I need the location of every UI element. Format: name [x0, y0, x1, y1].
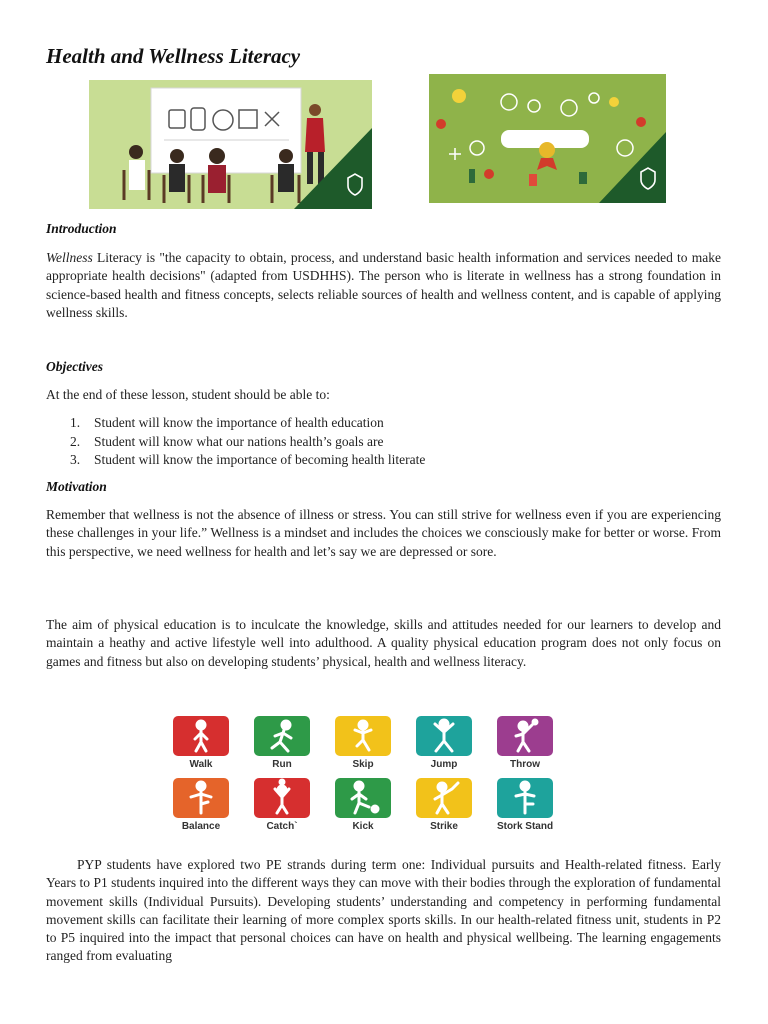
skill-catch: Catch`	[253, 778, 311, 832]
skill-tile	[497, 778, 553, 818]
introduction-body: Literacy is "the capacity to obtain, process, and understand basic health information and services needed to make appropriate health decisions" (adapted from USDHHS). The person who is literate in wellness has a strong foundation in science-based health and fitness concepts, selects reliable sources of health and wellness content, and is capable of applying wellness skills.	[46, 250, 721, 320]
skill-tile	[416, 778, 472, 818]
skill-tile	[497, 716, 553, 756]
objectives-heading: Objectives	[46, 359, 103, 374]
skill-tile	[335, 716, 391, 756]
skill-tile	[254, 716, 310, 756]
skill-tile	[335, 778, 391, 818]
skill-balance: Balance	[172, 778, 230, 832]
classroom-banner-image	[89, 80, 372, 209]
objectives-intro: At the end of these lesson, student should be able to:	[46, 387, 330, 402]
skill-stork-stand: Stork Stand	[496, 778, 554, 832]
objective-item: 1. Student will know the importance of health education	[70, 415, 384, 430]
movement-skills-figure	[160, 706, 560, 842]
objective-item: 3. Student will know the importance of becoming health literate	[70, 452, 426, 467]
introduction-lead-word: Wellness	[46, 250, 93, 265]
skill-walk: Walk	[172, 716, 230, 770]
skill-skip: Skip	[334, 716, 392, 770]
skill-tile	[173, 778, 229, 818]
health-icons-banner-image	[429, 74, 666, 203]
introduction-heading: Introduction	[46, 221, 117, 236]
skill-kick: Kick	[334, 778, 392, 832]
skill-jump: Jump	[415, 716, 473, 770]
skill-throw: Throw	[496, 716, 554, 770]
skill-strike: Strike	[415, 778, 473, 832]
motivation-paragraph-2: The aim of physical education is to inculcate the knowledge, skills and attitudes needed for our learners to develop and maintain a heathy and active lifestyle well into adulthood. A quality physical education program does not only focus on games and fitness but also on developing students’ physical, health and wellness literacy.	[46, 617, 721, 669]
skill-run: Run	[253, 716, 311, 770]
skill-tile	[254, 778, 310, 818]
objective-item: 2. Student will know what our nations health’s goals are	[70, 433, 384, 449]
objectives-list	[46, 414, 726, 470]
introduction-paragraph	[46, 249, 721, 322]
skill-tile	[173, 716, 229, 756]
page-title: Health and Wellness Literacy	[46, 44, 301, 68]
pyp-paragraph: PYP students have explored two PE strands during term one: Individual pursuits and Health-related fitness. Early Years to P1 students inquired into the different ways they can move with their bodies through the exploration of fundamental movement skills (Individual Pursuits). Developing students’ understanding and competency in performing fundamental movement skills can facilitate their learning of more complex sports skills. In our health-related fitness unit, students in P2 to P5 inquired into the impact that personal choices can have on health and physical wellbeing. The learning engagements ranged from evaluating	[46, 857, 721, 964]
motivation-paragraph-1: Remember that wellness is not the absence of illness or stress. You can still strive for wellness even if you are experiencing these challenges in your life.” Wellness is a mindset and includes the choices we consciously make for better or worse. From this perspective, we need wellness for health and let’s say we are depressed or sore.	[46, 507, 721, 559]
skill-tile	[416, 716, 472, 756]
motivation-heading: Motivation	[46, 479, 107, 494]
